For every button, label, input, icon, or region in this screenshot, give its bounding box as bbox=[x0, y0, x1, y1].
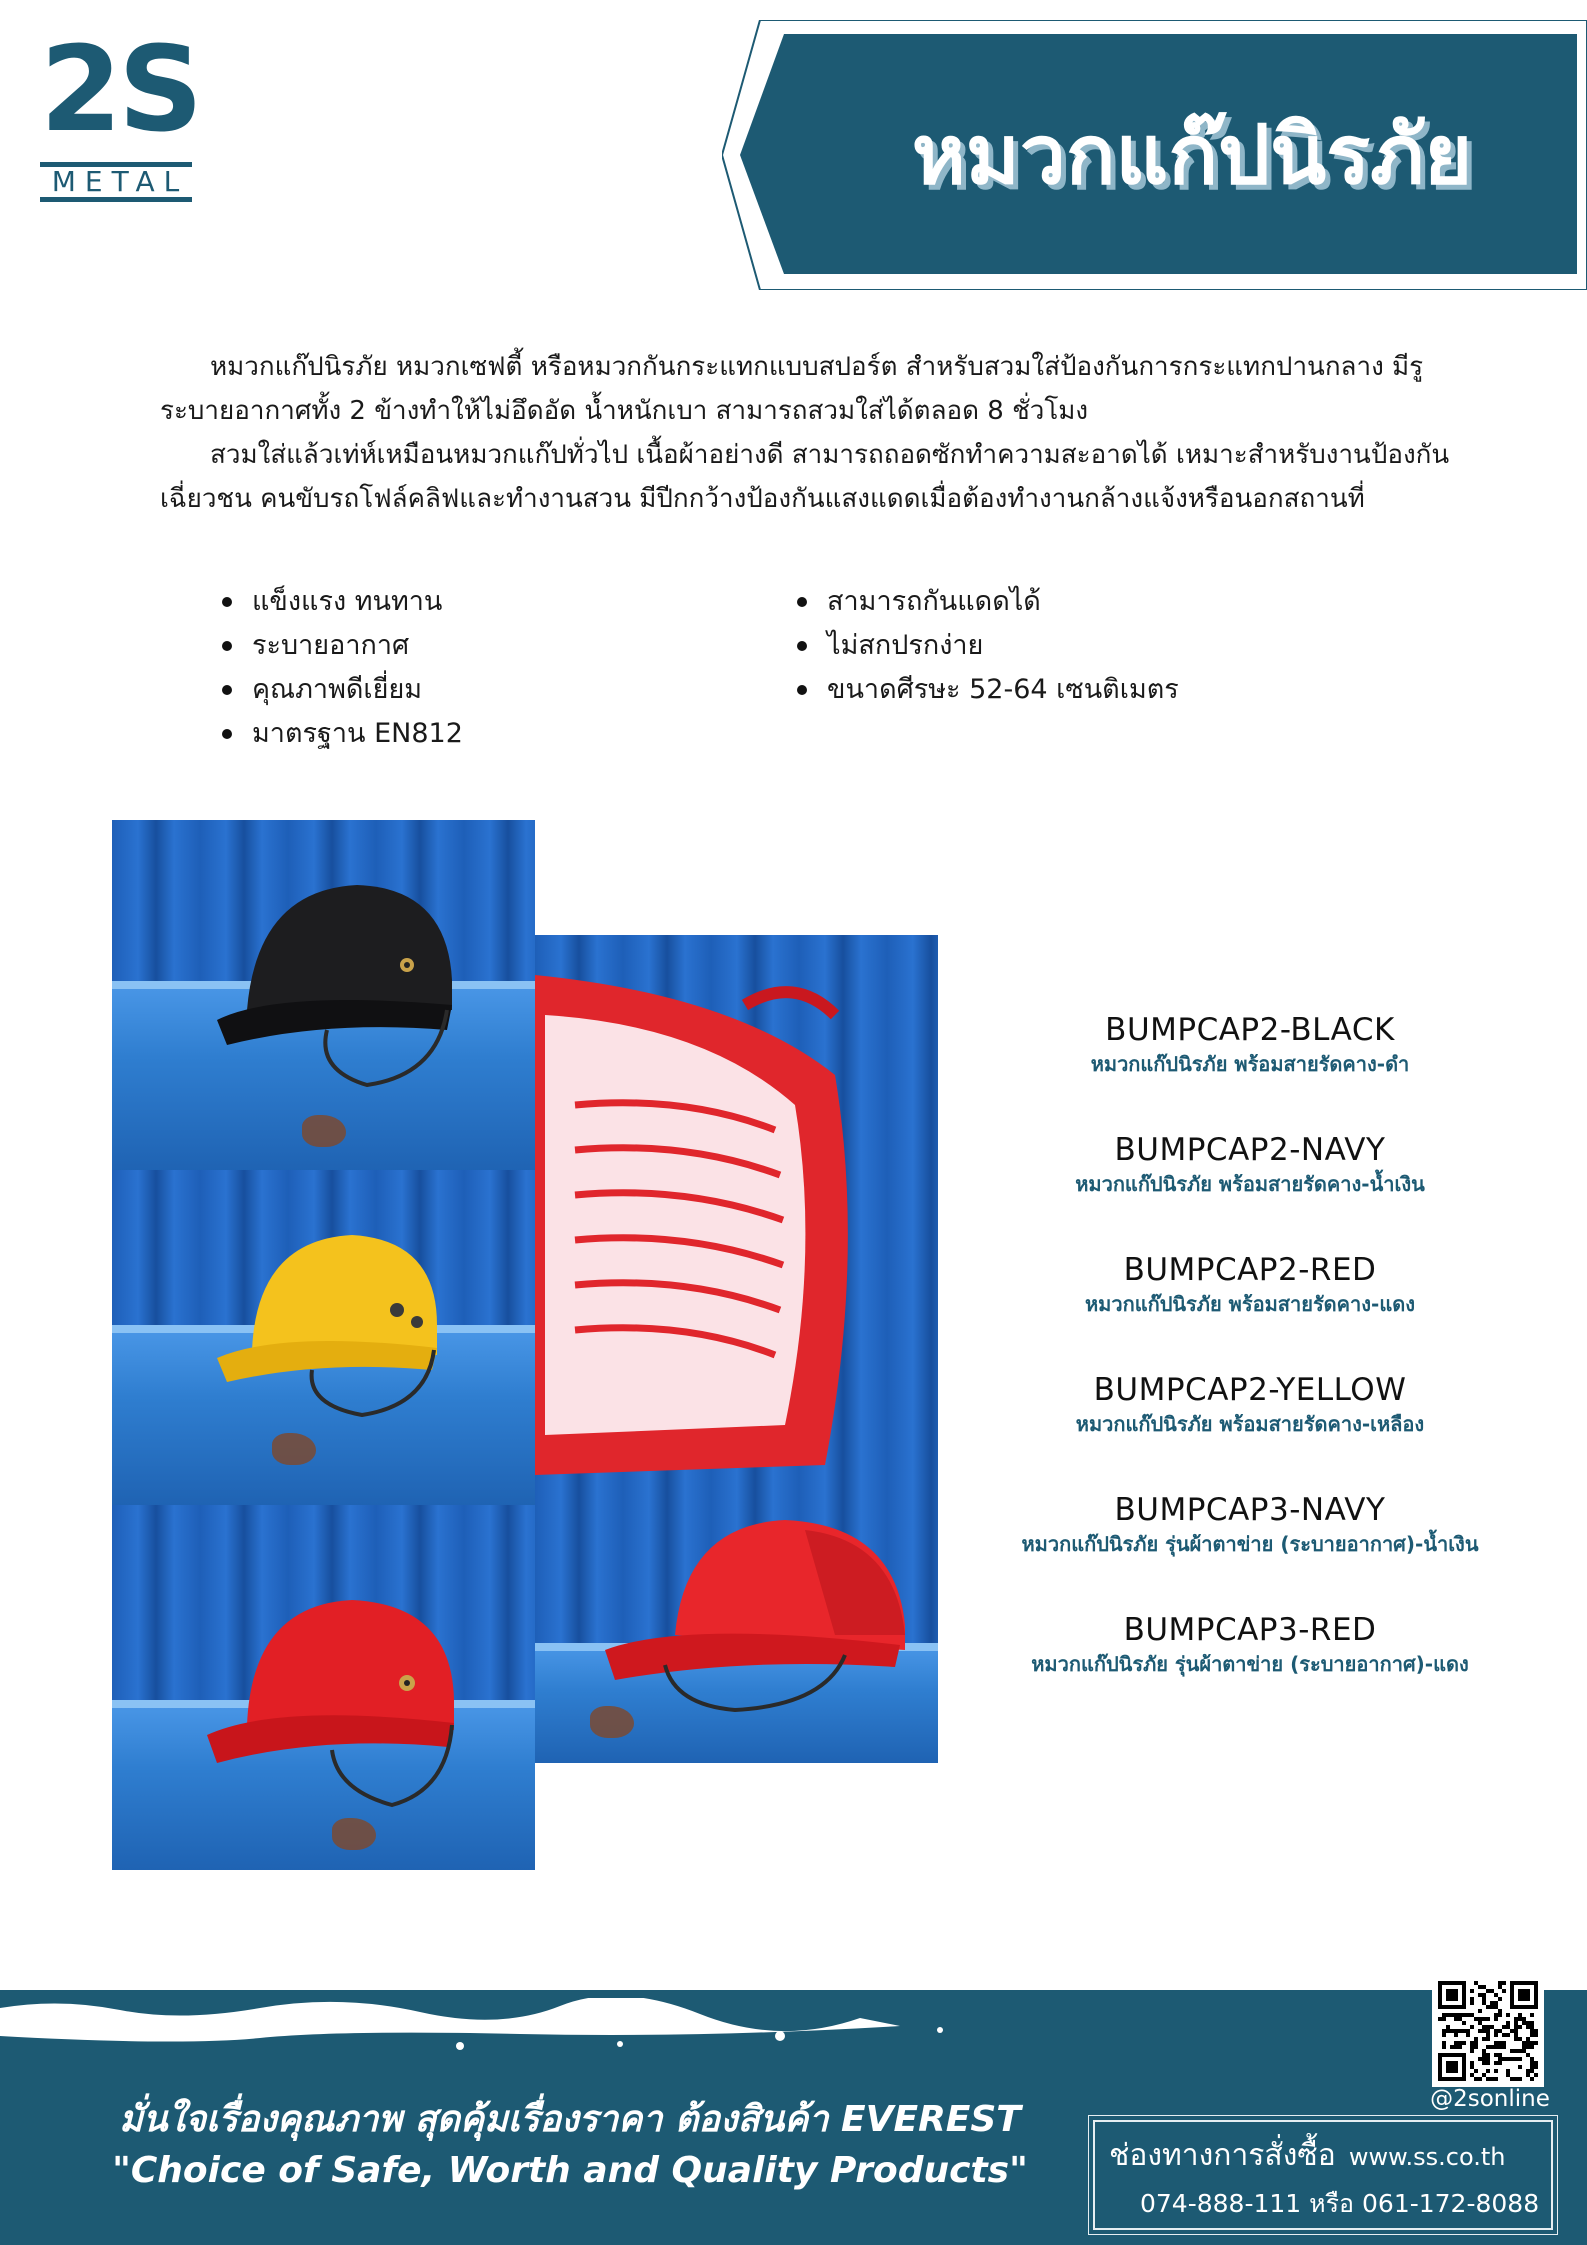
product-code: BUMPCAP2-BLACK bbox=[1105, 1012, 1395, 1048]
product-description: หมวกแก๊ปนิรภัย พร้อมสายรัดคาง-ดำ bbox=[1090, 1052, 1410, 1076]
footer-paint-splash bbox=[0, 1998, 1587, 2058]
website-link[interactable]: www.ss.co.th bbox=[1348, 2143, 1506, 2171]
brand-logo bbox=[40, 20, 200, 212]
inner-shell-image bbox=[535, 955, 938, 1475]
social-handle[interactable]: @2sonline bbox=[1430, 2086, 1550, 2112]
rust-spot bbox=[332, 1818, 376, 1850]
photo-red-bumpcap bbox=[112, 1505, 535, 1870]
photo-black-bumpcap bbox=[112, 820, 535, 1171]
logo-mark: 2S bbox=[40, 20, 200, 158]
photo-yellow-bumpcap bbox=[112, 1170, 535, 1505]
product-item bbox=[960, 1610, 1540, 1730]
page-title: หมวกแก๊ปนิรภัย bbox=[911, 108, 1473, 203]
red-mesh-cap-image bbox=[605, 1495, 925, 1725]
product-description: หมวกแก๊ปนิรภัย พร้อมสายรัดคาง-แดง bbox=[1084, 1292, 1415, 1316]
feature-list bbox=[220, 580, 1320, 760]
red-cap-image bbox=[202, 1575, 472, 1815]
intro-paragraph-2: สวมใส่แล้วเท่ห์เหมือนหมวกแก๊ปทั่วไป เนื้อผ้าอย่างดี สามารถถอดซักทำความสะอาดได้ เหมาะสำหรับงานป้องกันเฉี่ยวชน คนขับรถโฟล์คลิฟและทำงานสวน มีปีกกว้างป้องกันแสงแดดเมื่อต้องทำงานกล้างแจ้งหรือนอกสถานที่ bbox=[160, 440, 1450, 514]
order-channel-line bbox=[1109, 2132, 1549, 2179]
product-list bbox=[960, 1010, 1540, 1730]
intro-text bbox=[160, 345, 1480, 521]
product-item bbox=[960, 1250, 1540, 1370]
feature-item: คุณภาพดีเยี่ยม bbox=[220, 668, 463, 712]
product-description: หมวกแก๊ปนิรภัย พร้อมสายรัดคาง-น้ำเงิน bbox=[1075, 1172, 1425, 1196]
product-description: หมวกแก๊ปนิรภัย พร้อมสายรัดคาง-เหลือง bbox=[1075, 1412, 1425, 1436]
feature-item: มาตรฐาน EN812 bbox=[220, 712, 463, 756]
feature-column-left bbox=[220, 580, 463, 756]
product-item bbox=[960, 1010, 1540, 1130]
rust-spot bbox=[272, 1433, 316, 1465]
product-item bbox=[960, 1490, 1540, 1610]
feature-item: ไม่สกปรกง่าย bbox=[795, 624, 1179, 668]
yellow-cap-image bbox=[212, 1210, 452, 1420]
black-cap-image bbox=[207, 860, 467, 1090]
slogan-thai: มั่นใจเรื่องคุณภาพ สุดคุ้มเรื่องราคา ต้องสินค้า EVEREST bbox=[119, 2099, 1021, 2140]
feature-item: ขนาดศีรษะ 52-64 เซนติเมตร bbox=[795, 668, 1179, 712]
feature-item: แข็งแรง ทนทาน bbox=[220, 580, 463, 624]
intro-paragraph-1: หมวกแก๊ปนิรภัย หมวกเซฟตี้ หรือหมวกกันกระแทกแบบสปอร์ต สำหรับสวมใส่ป้องกันการกระแทกปานกลาง มีรูระบายอากาศทั้ง 2 ข้างทำให้ไม่อึดอัด น้ำหนักเบา สามารถสวมใส่ได้ตลอด 8 ชั่วโมง bbox=[160, 352, 1424, 426]
title-banner bbox=[722, 20, 1587, 290]
phone-numbers[interactable]: 074-888-111 หรือ 061-172-8088 bbox=[1140, 2189, 1540, 2218]
feature-item: สามารถกันแดดได้ bbox=[795, 580, 1179, 624]
product-description: หมวกแก๊ปนิรภัย รุ่นผ้าตาข่าย (ระบายอากาศ)-แดง bbox=[1031, 1652, 1469, 1676]
product-item bbox=[960, 1130, 1540, 1250]
order-channel-box bbox=[1093, 2120, 1553, 2230]
rust-spot bbox=[302, 1115, 346, 1147]
product-code: BUMPCAP2-RED bbox=[1123, 1252, 1377, 1288]
order-channel-label: ช่องทางการสั่งซื้อ bbox=[1109, 2138, 1336, 2173]
photo-red-mesh-bumpcap bbox=[535, 1475, 938, 1763]
product-code: BUMPCAP3-RED bbox=[1123, 1612, 1377, 1648]
feature-item: ระบายอากาศ bbox=[220, 624, 463, 668]
feature-column-right bbox=[795, 580, 1179, 712]
product-code: BUMPCAP2-YELLOW bbox=[1093, 1372, 1407, 1408]
product-code: BUMPCAP3-NAVY bbox=[1114, 1492, 1386, 1528]
logo-wordmark: METAL bbox=[40, 162, 192, 202]
qr-code-graphic bbox=[1438, 1981, 1538, 2081]
product-code: BUMPCAP2-NAVY bbox=[1114, 1132, 1386, 1168]
product-description: หมวกแก๊ปนิรภัย รุ่นผ้าตาข่าย (ระบายอากาศ)-น้ำเงิน bbox=[1021, 1532, 1479, 1556]
qr-code-icon[interactable] bbox=[1432, 1975, 1544, 2087]
product-item bbox=[960, 1370, 1540, 1490]
photo-cap-inner-shell bbox=[535, 935, 938, 1475]
slogan-english: "Choice of Safe, Worth and Quality Products" bbox=[112, 2150, 1028, 2191]
